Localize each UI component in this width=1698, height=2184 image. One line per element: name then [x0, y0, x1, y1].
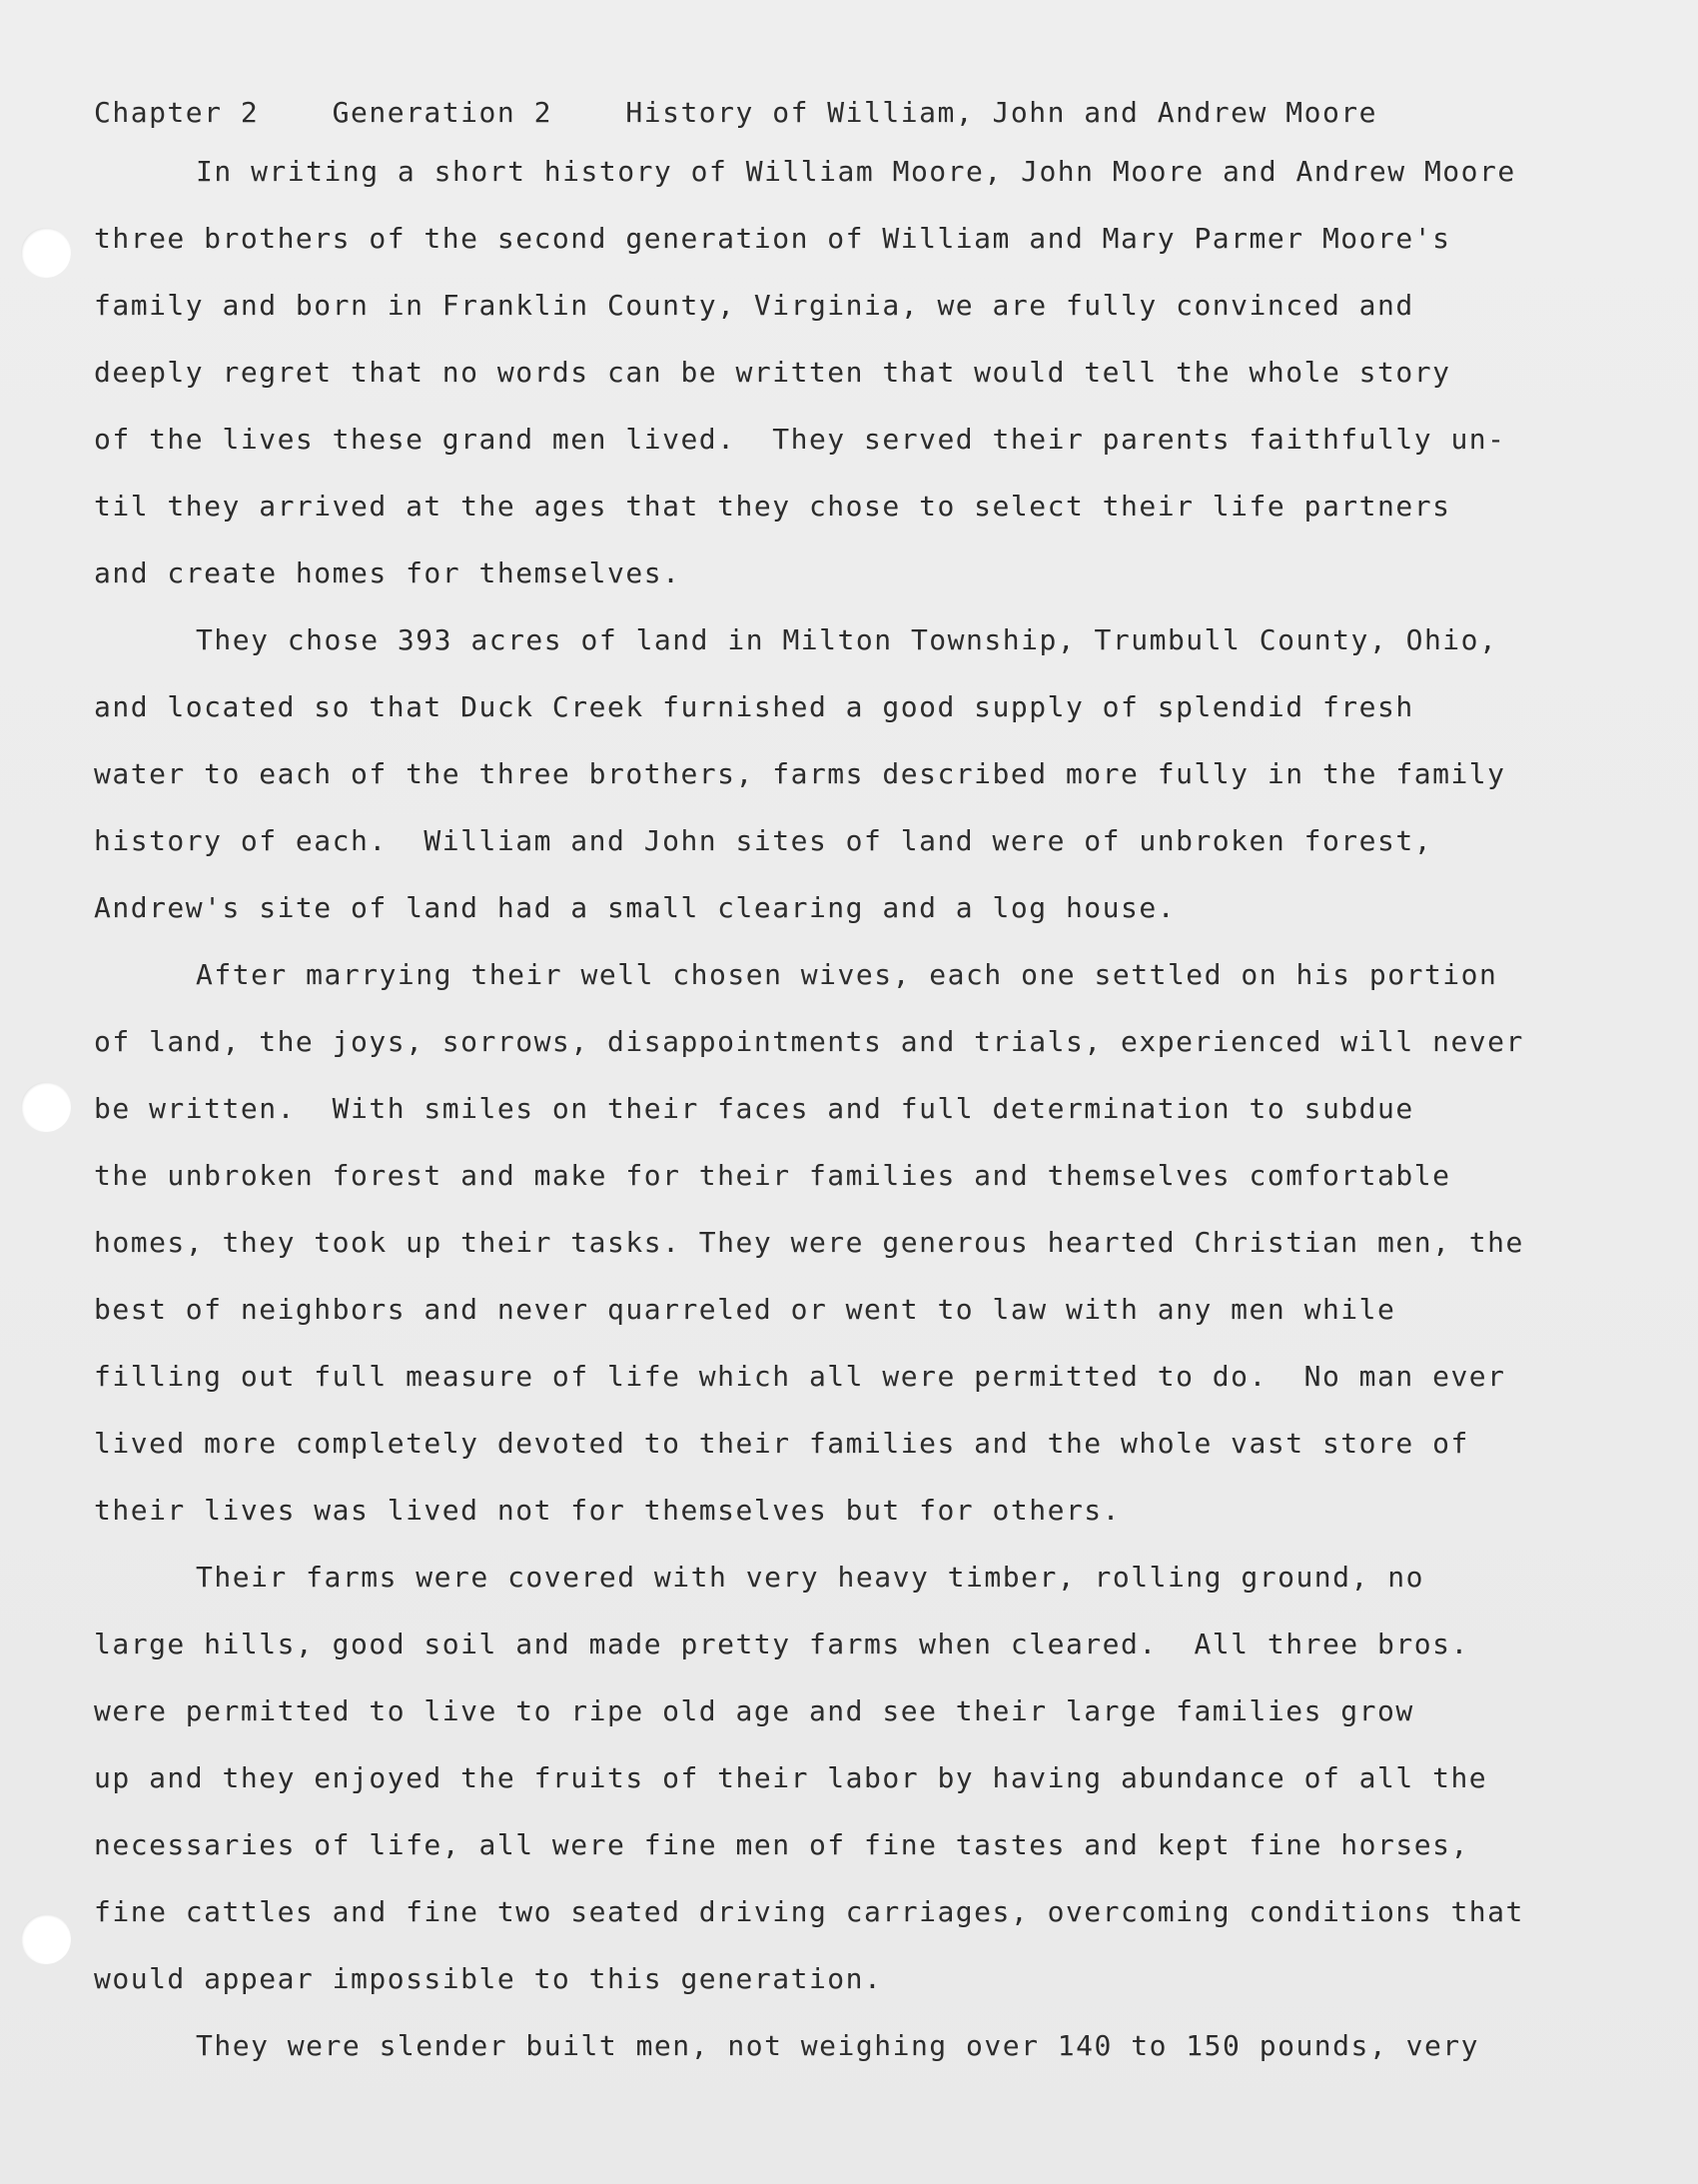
punch-hole-top [21, 228, 71, 278]
text-line: fine cattles and fine two seated driving carriages, overcoming conditions that [94, 1895, 1524, 1928]
text-line: filling out full measure of life which all were permitted to do. No man ever [94, 1360, 1506, 1393]
text-line: of land, the joys, sorrows, disappointments and trials, experienced will never [94, 1025, 1524, 1058]
text-line: history of each. William and John sites of land were of unbroken forest, [94, 824, 1433, 857]
text-line: of the lives these grand men lived. They served their parents faithfully un- [94, 423, 1506, 456]
text-line: and create homes for themselves. [94, 556, 681, 589]
text-line: family and born in Franklin County, Virginia, we are fully convinced and [94, 289, 1414, 322]
text-line: They were slender built men, not weighing over 140 to 150 pounds, very [196, 2029, 1480, 2062]
text-line: and located so that Duck Creek furnished a good supply of splendid fresh [94, 690, 1414, 723]
text-line: their lives was lived not for themselves but for others. [94, 1494, 1122, 1527]
text-line: til they arrived at the ages that they chose to select their life partners [94, 490, 1451, 523]
text-line: They chose 393 acres of land in Milton Township, Trumbull County, Ohio, [196, 623, 1498, 656]
text-line: In writing a short history of William Moore, John Moore and Andrew Moore [196, 155, 1516, 188]
text-line: water to each of the three brothers, farms described more fully in the family [94, 757, 1506, 790]
typewritten-document [94, 88, 1652, 2079]
text-line: the unbroken forest and make for their families and themselves comfortable [94, 1159, 1451, 1192]
document-body [94, 138, 1652, 2079]
text-line: up and they enjoyed the fruits of their labor by having abundance of all the [94, 1761, 1488, 1794]
chapter-heading: Chapter 2 Generation 2 History of William, John and Andrew Moore [94, 96, 1378, 129]
text-line: were permitted to live to ripe old age and see their large families grow [94, 1694, 1414, 1727]
text-line: homes, they took up their tasks. They were generous hearted Christian men, the [94, 1226, 1524, 1259]
text-line: three brothers of the second generation of William and Mary Parmer Moore's [94, 222, 1451, 255]
text-line: large hills, good soil and made pretty farms when cleared. All three bros. [94, 1628, 1469, 1660]
text-line: Their farms were covered with very heavy timber, rolling ground, no [196, 1561, 1424, 1594]
text-line: Andrew's site of land had a small clearing and a log house. [94, 891, 1177, 924]
punch-hole-bottom [21, 1914, 71, 1964]
text-line: necessaries of life, all were fine men of fine tastes and kept fine horses, [94, 1828, 1469, 1861]
text-line: best of neighbors and never quarreled or went to law with any men while [94, 1293, 1396, 1326]
text-line: lived more completely devoted to their families and the whole vast store of [94, 1427, 1469, 1460]
text-line: be written. With smiles on their faces and full determination to subdue [94, 1092, 1414, 1125]
text-line: would appear impossible to this generation. [94, 1962, 883, 1995]
text-line: After marrying their well chosen wives, each one settled on his portion [196, 958, 1498, 991]
punch-hole-middle [21, 1082, 71, 1132]
text-line: deeply regret that no words can be written that would tell the whole story [94, 356, 1451, 389]
